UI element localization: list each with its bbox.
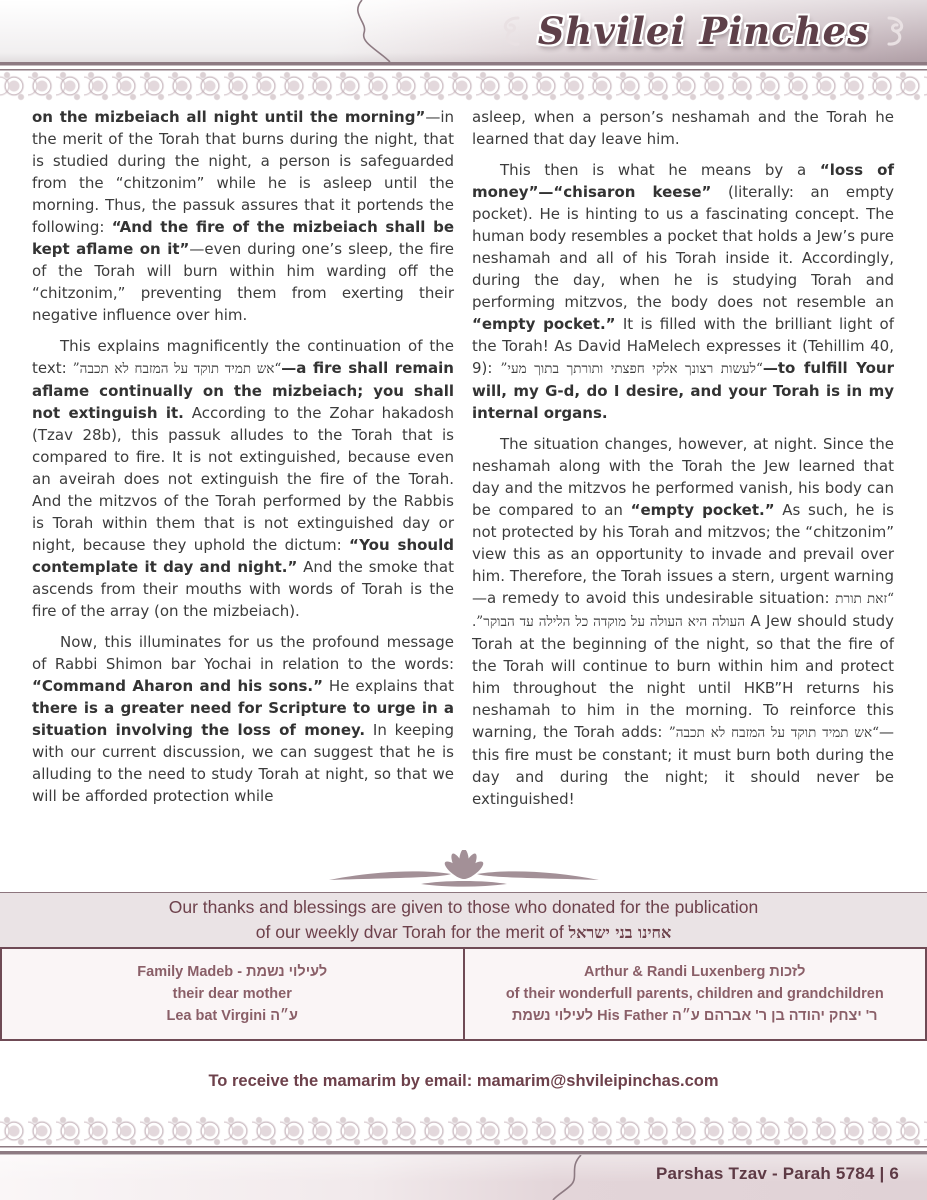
body-text: This then is what he means by a (500, 161, 820, 179)
fan-divider-ornament (0, 850, 927, 892)
decorative-curve (338, 0, 422, 62)
lace-border-bottom (0, 1116, 927, 1146)
donor-panel-left (2, 949, 463, 1039)
body-text: As such, he is not protected by his Torah and mitzvos; the “chitzonim” view this as an opportunity to invade and prevail over him. Therefore, the Torah issues a stern, urgent warning—a remedy to avoid this undesirable situation: (472, 501, 894, 607)
donor-line: of their wonderfull parents, children and grandchildren (505, 986, 884, 1002)
acknowledgment-banner (0, 892, 927, 947)
ack-line1-text: Our thanks and blessings are given to those who donated for the publication (168, 897, 759, 917)
hebrew-quote: “לעשות רצונך אלקי חפצתי ותורתך בתוך מעי” (500, 361, 763, 377)
body-text: Now, this illuminates for us the profound message of Rabbi Shimon bar Yochai in relation to the words: (32, 633, 454, 673)
emphasis-text: “empty pocket.” (472, 315, 616, 333)
emphasis-text: “loss of money”—“chisaron keese” (472, 161, 895, 201)
body-text: This explains magnificently the continuation of the text: (32, 337, 454, 377)
email-notice (0, 1072, 927, 1091)
ack-line1 (0, 895, 927, 920)
email-notice-text: To receive the mamarim by email: mamarim@shvileipinchas.com (208, 1072, 719, 1090)
hebrew-quote: “אש תמיד תוקד על המזבח לא תכבה” (668, 725, 879, 741)
body-text: It is filled with the brilliant light of the Torah! As David HaMelech expresses it (Tehillim 40, 9): (472, 315, 894, 377)
body-text: In keeping with our current discussion, we can suggest that he is alluding to the need to study Torah at night, so that we will be afforded protection while (32, 721, 454, 805)
body-text: —even during one’s sleep, the fire of the Torah will burn within him warding off the “chitzonim,” preventing them from exerting their negative influence over him. (32, 240, 455, 324)
ack-line2 (0, 920, 927, 945)
flourish-left-icon (498, 14, 524, 48)
donor-line: their dear mother (172, 986, 292, 1002)
right-column (472, 106, 894, 854)
emphasis-text: “And the fire of the mizbeiach shall be kept aflame on it” (32, 218, 454, 258)
double-rule-top (0, 62, 927, 71)
donor-line: Arthur & Randi Luxenberg לזכות (584, 964, 806, 980)
body-text: —this fire must be constant; it must burn both during the day and during the night; it should never be extinguished! (472, 723, 894, 808)
body-text: A Jew should study Torah at the beginning of the night, so that the fire of the Torah will continue to burn within him and protect him throughout the night until HKB”H returns his neshamah to him in the morning. To reinforce this warning, the Torah adds: (472, 612, 894, 741)
emphasis-text: “Command Aharon and his sons.” (32, 677, 323, 695)
paragraph (32, 631, 454, 807)
hebrew-quote: “אש תמיד תוקד על המזבח לא תכבה” (72, 361, 282, 377)
body-text: And the smoke that ascends from their mouths with words of Torah is the fire of the array (on the mizbeiach). (32, 558, 454, 620)
emphasis-text: there is a greater need for Scripture to urge in a situation involving the loss of money. (32, 699, 454, 739)
ack-line2-text: of our weekly dvar Torah for the merit of (255, 922, 569, 942)
lace-border-top (0, 71, 927, 101)
donor-panels (0, 947, 927, 1041)
publication-title: Shvilei Pinches (537, 9, 869, 53)
flourish-right-icon (883, 14, 909, 48)
body-text: (literally: an empty pocket). He is hinting to us a fascinating concept. The human body resembles a pocket that holds a Jew’s pure neshamah and all of his Torah inside it. Accordingly, during the day, when he is studying Torah and performing mitzvos, the body does not resemble an (472, 183, 894, 311)
donor-panel-right (463, 949, 926, 1039)
double-rule-bottom (0, 1146, 927, 1155)
paragraph (472, 106, 894, 150)
body-text: According to the Zohar hakadosh (Tzav 28b), this passuk alludes to the Torah that is compared to fire. It is not extinguished, because even an aveirah does not extinguish the fire of the Torah. And the mitzvos of the Torah performed by the Rabbis is Torah within them that is not extinguished day or night, because they uphold the dictum: (32, 404, 454, 554)
article-body (32, 106, 895, 854)
emphasis-text: on the mizbeiach all night until the morning” (32, 108, 426, 126)
body-text: The situation changes, however, at night. Since the neshamah along with the Torah the Jew learned that day and the mitzvos he performed vanish, his body can be compared to an (472, 435, 894, 519)
emphasis-text: “You should contemplate it day and night.” (32, 536, 454, 576)
body-text: asleep, when a person’s neshamah and the Torah he learned that day leave him. (472, 108, 894, 148)
donor-line: לעילוי נשמת His Father ר' יצחק יהודה בן ר' אברהם ע״ה (511, 1008, 878, 1024)
paragraph (32, 106, 454, 326)
body-text: —in the merit of the Torah that burns during the night, that is studied during the night, a person is safeguarded from the “chitzonim” while he is asleep until the morning. Thus, the passuk assures that it portends the following: (32, 108, 454, 236)
emphasis-text: —a fire shall remain aflame continually on the mizbeiach; you shall not extinguish it. (32, 359, 454, 422)
masthead (0, 0, 927, 62)
ack-line2-hebrew: אחינו בני ישראל (568, 923, 672, 942)
donor-line: Family Madeb - לעילוי נשמת (137, 964, 328, 980)
decorative-curve-footer (535, 1155, 605, 1200)
emphasis-text: “empty pocket.” (630, 501, 775, 519)
hebrew-quote: “זאת תורת העולה היא העולה על מוקדה כל הלילה עד הבוקר”. (472, 591, 895, 630)
body-text: He explains that (323, 677, 454, 695)
paragraph (32, 335, 454, 622)
emphasis-text: —to fulfill Your will, my G-d, do I desire, and your Torah is in my internal organs. (472, 359, 894, 422)
paragraph (472, 159, 894, 424)
page-footer-label: Parshas Tzav - Parah 5784 | 6 (655, 1164, 899, 1183)
donor-line: Lea bat Virgini ע״ה (166, 1008, 298, 1024)
page-footer (0, 1155, 927, 1200)
left-column (32, 106, 454, 854)
paragraph (472, 433, 894, 810)
